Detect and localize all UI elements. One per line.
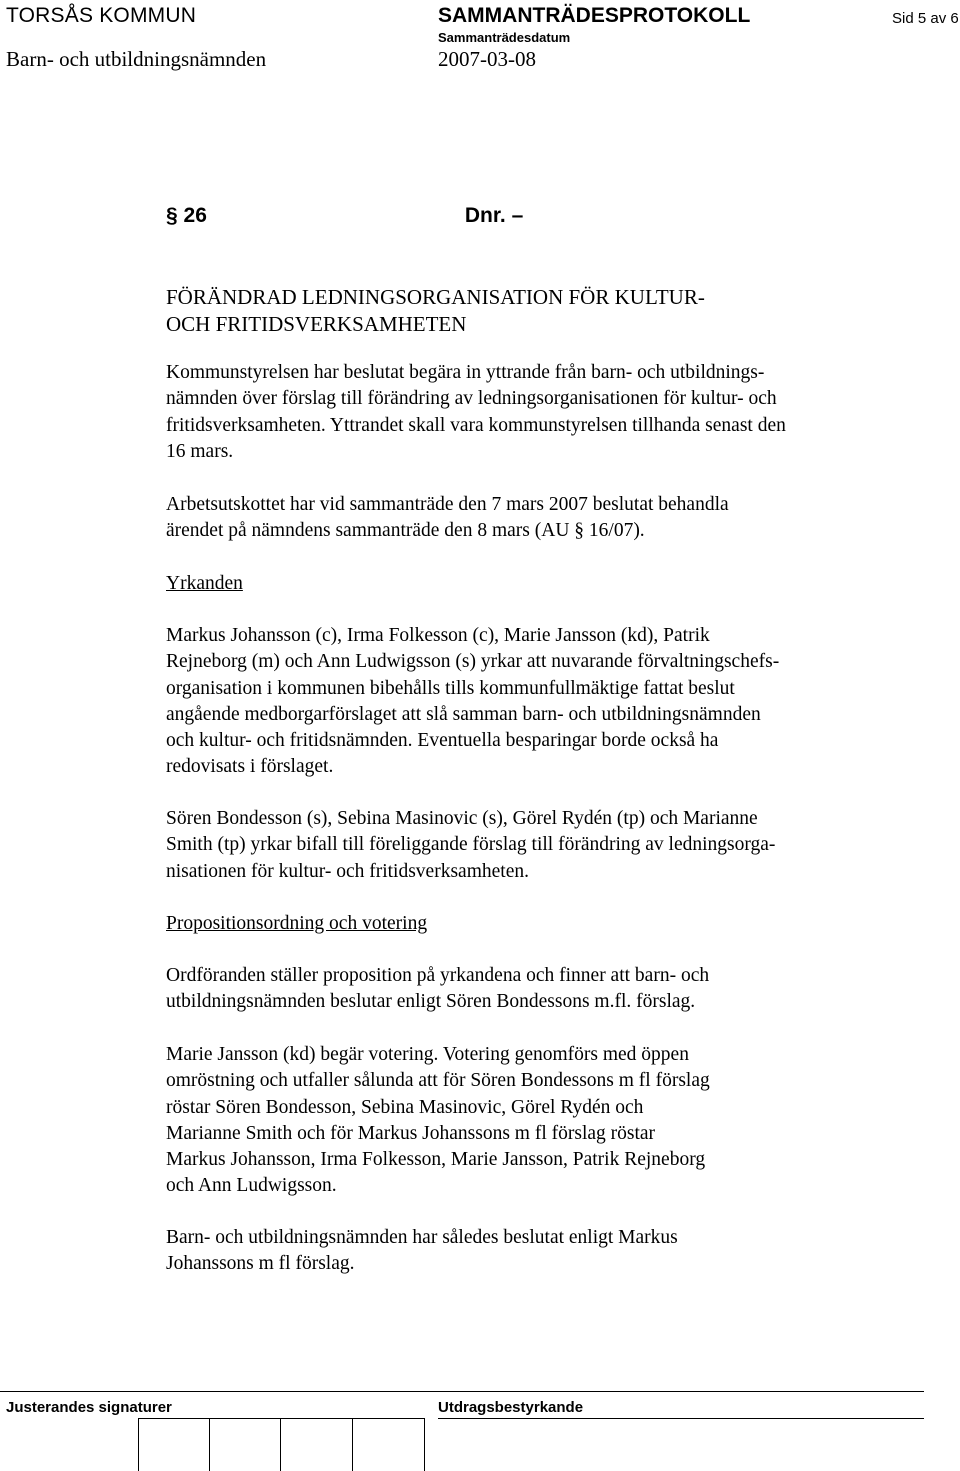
signature-box-divider <box>209 1418 210 1471</box>
title-line: OCH FRITIDSVERKSAMHETEN <box>166 312 467 336</box>
text-line: Marie Jansson (kd) begär votering. Votering genomförs med öppen <box>166 1044 689 1065</box>
text-line: Johanssons m fl förslag. <box>166 1253 355 1275</box>
text-line: redovisats i förslaget. <box>166 756 334 778</box>
title-line: FÖRÄNDRAD LEDNINGSORGANISATION FÖR KULTUR- <box>166 285 705 309</box>
text-line: Sören Bondesson (s), Sebina Masinovic (s), Görel Rydén (tp) och Marianne <box>166 808 758 829</box>
proposition-heading: Propositionsordning och votering <box>166 913 428 934</box>
signature-boxes <box>0 1418 924 1471</box>
certification-box-top <box>438 1418 924 1419</box>
section-symbol: § <box>166 204 178 227</box>
yrkanden-heading: Yrkanden <box>166 573 243 594</box>
matter-title <box>166 284 705 338</box>
text-line: och Ann Ludwigsson. <box>166 1175 337 1197</box>
text-line: nämnden över förslag till förändring av ledningsorganisationen för kultur- och <box>166 388 777 410</box>
text-line: utbildningsnämnden beslutar enligt Sören Bondessons m.fl. förslag. <box>166 991 696 1013</box>
text-line: ärendet på nämndens sammanträde den 8 mars (AU § 16/07). <box>166 520 645 542</box>
text-line: 16 mars. <box>166 440 234 462</box>
voting-paragraph <box>166 1042 710 1200</box>
text-line: angående medborgarförslaget att slå samman barn- och utbildningsnämnden <box>166 703 761 725</box>
proposition-paragraph-1 <box>166 963 709 1016</box>
paragraph-heading <box>166 204 523 228</box>
decision-paragraph <box>166 1225 678 1278</box>
paragraph-number: 26 <box>183 204 207 227</box>
municipality-name: TORSÅS KOMMUN <box>6 4 197 27</box>
signature-box-divider <box>352 1418 353 1471</box>
text-line: Markus Johansson (c), Irma Folkesson (c), Marie Jansson (kd), Patrik <box>166 625 710 646</box>
footer-divider <box>0 1391 924 1392</box>
yrkande-paragraph-1 <box>166 623 779 781</box>
intro-paragraph <box>166 360 786 465</box>
text-line: Rejneborg (m) och Ann Ludwigsson (s) yrkar att nuvarande förvaltningschefs- <box>166 651 780 673</box>
signature-box-divider <box>138 1418 139 1471</box>
au-paragraph <box>166 492 729 545</box>
text-line: organisation i kommunen bibehålls tills kommunfullmäktige fattat beslut <box>166 677 735 699</box>
date-label: Sammanträdesdatum <box>438 30 571 45</box>
text-line: Arbetsutskottet har vid sammanträde den 7 mars 2007 beslutat behandla <box>166 494 729 515</box>
text-line: Smith (tp) yrkar bifall till föreliggande förslag till förändring av ledningsorga- <box>166 834 776 856</box>
signature-box-divider <box>280 1418 281 1471</box>
text-line: nisationen för kultur- och fritidsverksamheten. <box>166 860 529 882</box>
text-line: omröstning och utfaller sålunda att för Sören Bondessons m fl förslag <box>166 1070 710 1092</box>
signature-box-divider <box>424 1418 425 1471</box>
text-line: och kultur- och fritidsnämnden. Eventuella besparingar borde också ha <box>166 730 719 752</box>
page-info: Sid 5 av 6 <box>892 10 959 27</box>
document-type: SAMMANTRÄDESPROTOKOLL <box>438 4 751 27</box>
text-line: Ordföranden ställer proposition på yrkandena och finner att barn- och <box>166 965 710 986</box>
text-line: Markus Johansson, Irma Folkesson, Marie Jansson, Patrik Rejneborg <box>166 1149 706 1171</box>
signatures-label: Justerandes signaturer <box>6 1399 172 1416</box>
text-line: fritidsverksamheten. Yttrandet skall vara kommunstyrelsen tillhanda senast den <box>166 414 786 436</box>
text-line: Marianne Smith och för Markus Johanssons m fl förslag röstar <box>166 1122 656 1144</box>
diary-number: Dnr. – <box>464 204 524 227</box>
text-line: Kommunstyrelsen har beslutat begära in yttrande från barn- och utbildnings- <box>166 362 765 383</box>
text-line: röstar Sören Bondesson, Sebina Masinovic, Görel Rydén och <box>166 1096 644 1118</box>
board-name: Barn- och utbildningsnämnden <box>6 47 267 71</box>
text-line: Barn- och utbildningsnämnden har således beslutat enligt Markus <box>166 1227 678 1248</box>
meeting-date: 2007-03-08 <box>438 47 536 71</box>
certification-label: Utdragsbestyrkande <box>438 1399 584 1416</box>
yrkande-paragraph-2 <box>166 806 775 885</box>
signature-box-top <box>138 1418 424 1419</box>
